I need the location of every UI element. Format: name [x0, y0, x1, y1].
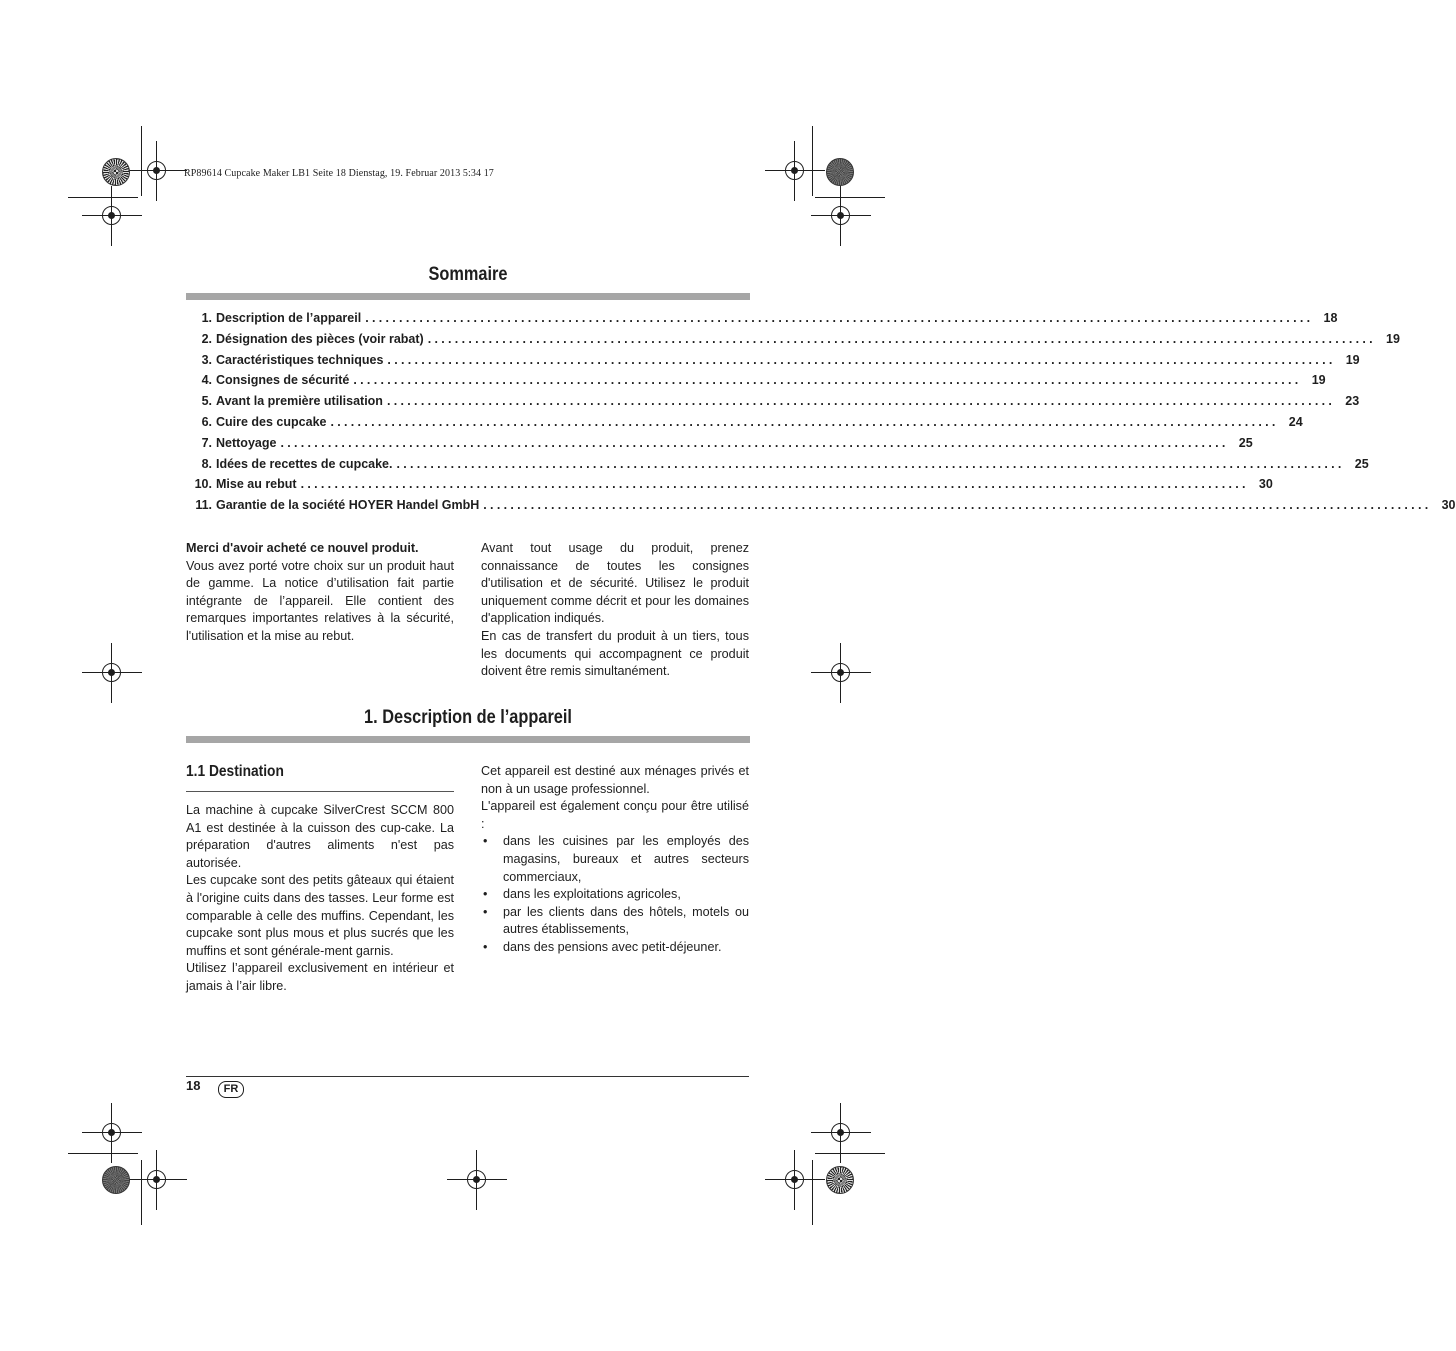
toc-entry-number: 1. [201, 311, 212, 325]
toc-entry-title: Avant la première utilisation [216, 394, 383, 409]
toc-entry [186, 394, 1360, 415]
usage-list [481, 833, 749, 956]
toc-entry [186, 352, 1360, 374]
toc-entry-number: 4. [201, 373, 212, 388]
toc-entry-page: 19 [1386, 331, 1400, 346]
list-item: • dans des pensions avec petit-déjeuner. [481, 939, 749, 957]
print-slug: RP89614 Cupcake Maker LB1 Seite 18 Dienstag, 19. Februar 2013 5:34 17 [184, 168, 494, 179]
section-left-paragraph-2: Les cupcake sont des petits gâteaux qui étaient à l'origine cuits dans des tasses. Leur forme est comparable à celle des muffins. Cependant, les cupcake sont plus mous et plus sucrés que les muffins et sont générale-ment garnis. [186, 873, 454, 958]
toc-entry-number: 6. [201, 414, 212, 429]
toc-leader-dots: ............................................................................................................................................ [386, 394, 1336, 409]
thanks-text: Merci d'avoir acheté ce nouvel produit. [186, 541, 419, 555]
section-right-paragraph-1: Cet appareil est destiné aux ménages privés et non à un usage professionnel. [481, 764, 749, 796]
toc-leader-dots: ............................................................................................................................................ [280, 435, 1229, 450]
toc-entry-number: 11. [195, 498, 212, 513]
footer-rule [186, 1076, 749, 1077]
toc-entry-page: 23 [1345, 394, 1360, 409]
toc-leader-dots: ............................................................................................................................................ [427, 331, 1376, 346]
intro-right-paragraph-1: Avant tout usage du produit, prenez connaissance de toutes les consignes d'utilisation et de sécurité. Utilisez le produit uniquement comme décrit et pour les domaines d'application indiqués. [481, 541, 749, 626]
table-of-contents [186, 311, 1456, 519]
color-bar-icon [102, 158, 130, 186]
list-item: • par les clients dans des hôtels, motels ou autres établissements, [481, 904, 749, 939]
toc-leader-dots: ............................................................................................................................................ [396, 456, 1345, 471]
subsection-heading: 1.1 Destination [186, 763, 284, 780]
toc-leader-dots: ............................................................................................................................................ [330, 414, 1279, 429]
subsection-rule [186, 791, 454, 792]
toc-leader-dots: ............................................................................................................................................ [483, 498, 1432, 513]
intro-right-column [481, 540, 749, 681]
heading-bar [186, 736, 750, 743]
color-bar-icon [826, 158, 854, 186]
toc-entry-page: 24 [1288, 414, 1303, 429]
toc-entry-title: Cuire des cupcake [216, 414, 327, 429]
toc-entry-page: 19 [1311, 373, 1326, 388]
toc-entry-number: 5. [201, 394, 212, 409]
toc-entry-title: Description de l’appareil [216, 311, 362, 325]
toc-entry-page: 19 [1345, 352, 1360, 367]
section-left-column [186, 802, 454, 996]
toc-entry [186, 331, 1400, 353]
toc-entry-number: 8. [201, 456, 212, 471]
section-heading: 1. Description de l’appareil [364, 707, 572, 728]
list-item: • dans les exploitations agricoles, [481, 886, 749, 904]
intro-right-paragraph-2: En cas de transfert du produit à un tiers, tous les documents qui accompagnent ce produit doivent être remis simultanément. [481, 628, 749, 679]
toc-leader-dots: ............................................................................................................................................ [387, 352, 1336, 367]
toc-entry-title: Caractéristiques techniques [216, 352, 384, 367]
toc-leader-dots: ............................................................................................................................................ [365, 311, 1314, 325]
toc-entry-number: 3. [201, 352, 212, 367]
toc-entry-title: Mise au rebut [216, 477, 297, 492]
intro-left-text: Vous avez porté votre choix sur un produit haut de gamme. La notice d’utilisation fait partie intégrante de l’appareil. Elle contient des remarques importantes relatives à la sécurité, l'utilisation et la mise au rebut. [186, 558, 454, 643]
toc-entry-page: 25 [1238, 435, 1253, 450]
language-badge: FR [218, 1081, 244, 1098]
toc-entry [186, 373, 1326, 394]
toc-entry-page: 30 [1441, 498, 1456, 513]
toc-entry [186, 414, 1303, 436]
intro-left-column [186, 540, 454, 646]
toc-entry [186, 456, 1369, 478]
toc-entry-title: Nettoyage [216, 435, 277, 450]
section-left-paragraph-1: La machine à cupcake SilverCrest SCCM 800 A1 est destinée à la cuisson des cup-cake. La préparation d'autres aliments n'est pas autorisée. [186, 803, 454, 870]
list-item: • dans les cuisines par les employés des magasins, bureaux et autres secteurs commerciaux, [481, 833, 749, 886]
toc-entry-title: Idées de recettes de cupcake. [216, 456, 393, 471]
color-bar-icon [826, 1166, 854, 1194]
toc-entry-page: 25 [1354, 456, 1369, 471]
toc-entry-title: Garantie de la société HOYER Handel GmbH [216, 498, 480, 513]
toc-heading: Sommaire [428, 264, 508, 285]
toc-entry-title: Consignes de sécurité [216, 373, 350, 388]
toc-entry [186, 477, 1273, 498]
toc-entry-page: 18 [1323, 311, 1338, 325]
toc-entry-title: Désignation des pièces (voir rabat) [216, 331, 424, 346]
toc-entry [186, 311, 1338, 332]
toc-entry-page: 30 [1258, 477, 1273, 492]
toc-leader-dots: ............................................................................................................................................ [353, 373, 1302, 388]
section-right-paragraph-2: L'appareil est également conçu pour être utilisé : [481, 799, 749, 831]
toc-entry [186, 498, 1456, 519]
toc-entry-number: 2. [201, 331, 212, 346]
toc-entry-number: 10. [194, 477, 212, 492]
page-number: 18 [186, 1078, 201, 1093]
color-bar-icon [102, 1166, 130, 1194]
toc-entry-number: 7. [201, 435, 212, 450]
toc-leader-dots: ............................................................................................................................................ [300, 477, 1249, 492]
toc-entry [186, 435, 1253, 457]
heading-bar [186, 293, 750, 300]
section-left-paragraph-3: Utilisez l’appareil exclusivement en intérieur et jamais à l’air libre. [186, 961, 454, 993]
section-right-column [481, 763, 749, 957]
